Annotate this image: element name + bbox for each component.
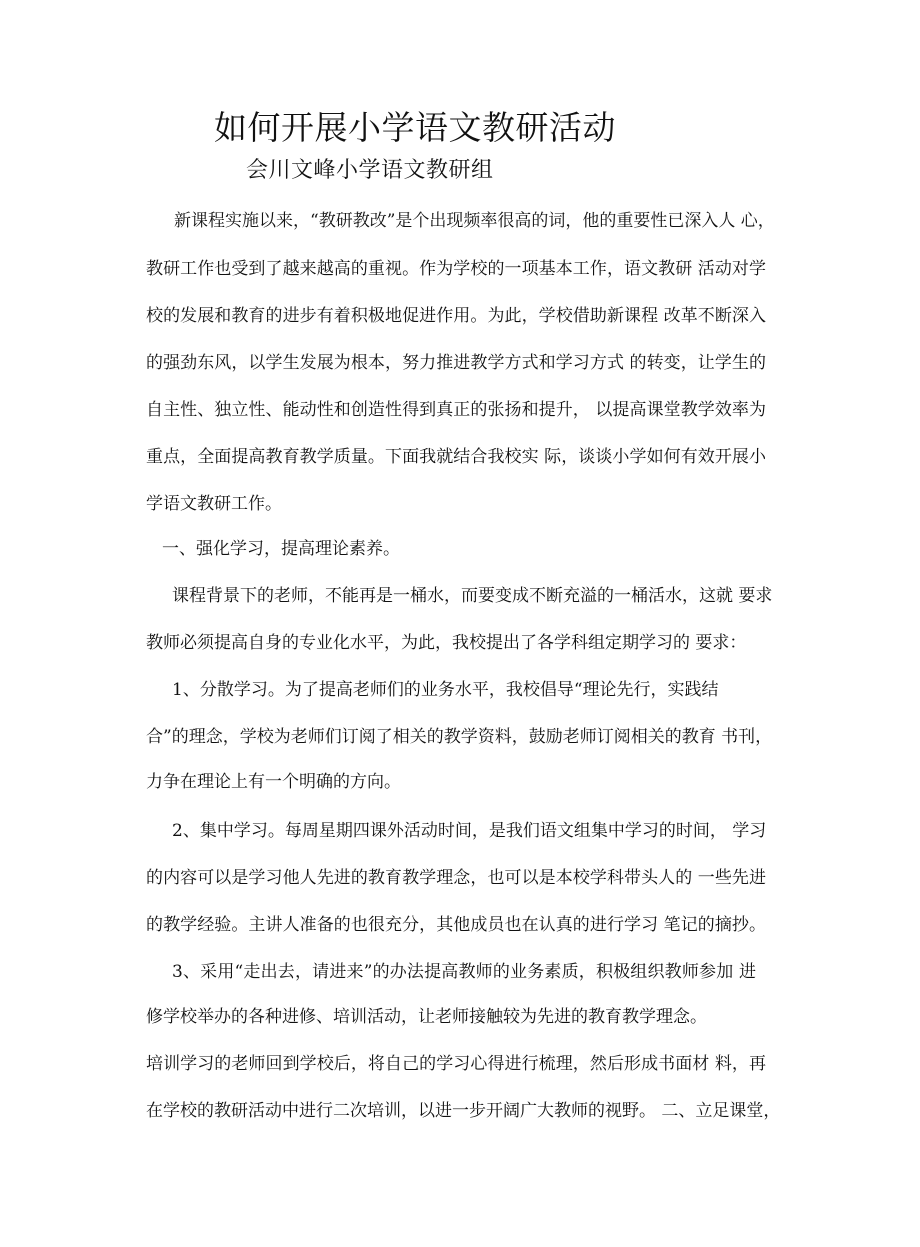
paragraph-line: 的教学经验。主讲人准备的也很充分，其他成员也在认真的进行学习 笔记的摘抄。: [146, 915, 766, 935]
page-title: 如何开展小学语文教研活动: [214, 108, 616, 147]
paragraph-line: 教研工作也受到了越来越高的重视。作为学校的一项基本工作，语文教研 活动对学: [146, 259, 766, 279]
paragraph-line: 自主性、独立性、能动性和创造性得到真正的张扬和提升， 以提高课堂教学效率为: [146, 400, 766, 420]
paragraph-line: 合”的理念，学校为老师们订阅了相关的教学资料，鼓励老师订阅相关的教育 书刊，: [146, 727, 773, 747]
paragraph-line: 学语文教研工作。: [146, 494, 282, 514]
paragraph-line: 重点，全面提高教育教学质量。下面我就结合我校实 际，谈谈小学如何有效开展小: [146, 447, 766, 467]
paragraph-line: 在学校的教研活动中进行二次培训，以进一步开阔广大教师的视野。 二、立足课堂，: [146, 1101, 781, 1121]
paragraph-line: 新课程实施以来，“教研教改”是个出现频率很高的词，他的重要性已深入人 心，: [174, 211, 775, 231]
paragraph-line: 力争在理论上有一个明确的方向。: [146, 772, 401, 792]
paragraph-line: 课程背景下的老师，不能再是一桶水，而要变成不断充溢的一桶活水，这就 要求: [172, 586, 773, 606]
paragraph-line: 的内容可以是学习他人先进的教育教学理念，也可以是本校学科带头人的 一些先进: [146, 868, 766, 888]
paragraph-line: 3、采用“走出去，请进来”的办法提高教师的业务素质，积极组织教师参加 进: [172, 962, 756, 982]
paragraph-line: 培训学习的老师回到学校后，将自己的学习心得进行梳理，然后形成书面材 料，再: [146, 1054, 766, 1074]
paragraph-line: 修学校举办的各种进修、培训活动，让老师接触较为先进的教育教学理念。: [146, 1007, 707, 1027]
paragraph-line: 教师必须提高自身的专业化水平，为此，我校提出了各学科组定期学习的 要求：: [146, 633, 747, 653]
paragraph-line: 2、集中学习。每周星期四课外活动时间，是我们语文组集中学习的时间， 学习: [172, 821, 767, 841]
page-subtitle: 会川文峰小学语文教研组: [246, 158, 494, 183]
paragraph-line: 1、分散学习。为了提高老师们的业务水平，我校倡导“理论先行，实践结: [172, 680, 719, 700]
paragraph-line: 的强劲东风，以学生发展为根本，努力推进教学方式和学习方式 的转变，让学生的: [146, 353, 766, 373]
section-heading: 一、强化学习，提高理论素养。: [162, 539, 400, 559]
paragraph-line: 校的发展和教育的进步有着积极地促进作用。为此，学校借助新课程 改革不断深入: [146, 306, 766, 326]
